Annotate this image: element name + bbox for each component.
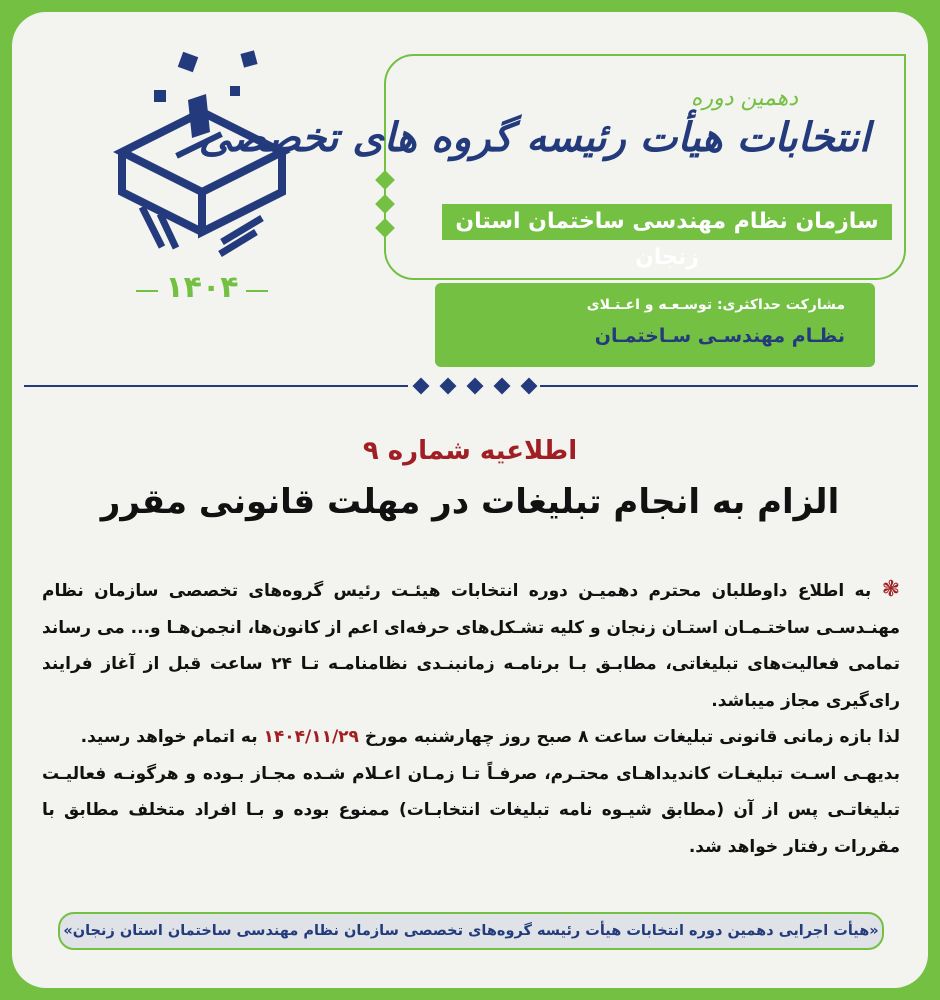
slogan-box — [435, 283, 875, 367]
edition-label: دهمین دوره — [690, 86, 798, 111]
divider-diamonds — [415, 378, 535, 396]
election-title: انتخابات هیأت رئیسه گروه های تخصصی — [198, 114, 870, 161]
flying-square — [178, 52, 199, 73]
flying-square — [230, 86, 240, 96]
announcement-body — [42, 572, 900, 865]
divider-left — [24, 385, 408, 387]
paragraph-2 — [42, 719, 900, 756]
paragraph-3: بدیهـی اسـت تبلیغـات کاندیداهـای محتـرم، صرفـاً تـا زمـان اعـلام شـده مجـاز بـوده و هرگونـه فعالیـت تبلیغاتـی پس از آن (مطابق شیـوه نامه تبلیغات انتخابـات) ممنوع بوده و بـا افراد متخلف مطابق با مقررات رفتار خواهد شد. — [42, 763, 900, 857]
paragraph-2-start: لذا بازه زمانی قانونی تبلیغات ساعت ۸ صبح روز چهارشنبه مورخ — [364, 727, 900, 747]
organization-band: سازمان نظام مهندسی ساختمان استان زنجان — [442, 204, 892, 240]
flying-square — [240, 50, 257, 67]
slogan-line-2: نظـام مهندسـی سـاختمـان — [594, 325, 845, 347]
paragraph-1 — [42, 572, 900, 719]
signature-footer: «هیأت اجرایی دهمین دوره انتخابات هیأت رئیسه گروه‌های تخصصی سازمان نظام مهندسی ساختمان استان زنجان» — [58, 912, 884, 950]
deadline-date: ۱۴۰۴/۱۱/۲۹ — [263, 727, 359, 747]
flying-square — [154, 90, 166, 102]
poster — [12, 12, 928, 988]
paragraph-1-text: به اطلاع داوطلبان محترم دهمیـن دوره انتخابات هیئـت رئیس گروه‌های تخصصی سازمان نظام مهنـدسـی ساختـمـان استـان زنجان و کلیه تشـکل‌های حرفه‌ای اعم از کانون‌ها، انجمن‌هـا و... می رساند تمامی فعالیت‌های تبلیغاتی، مطابـق بـا برنامـه زمانبنـدی نظامنامـه تـا ۲۴ ساعت قبل از آغاز فرایند رای‌گیری مجاز میباشد. — [42, 581, 900, 711]
announcement-title: الزام به انجام تبلیغات در مهلت قانونی مقرر — [100, 482, 840, 522]
year-label: ۱۴۰۴ — [142, 270, 262, 305]
announcement-number: اطلاعیه شماره ۹ — [362, 436, 578, 466]
diamond-decoration — [372, 167, 398, 245]
paragraph-2-end: به اتمام خواهد رسید. — [80, 727, 258, 747]
slogan-line-1: مشارکت حداکثری: توسـعـه و اعـتـلای — [586, 297, 845, 313]
flower-bullet-icon: ❃ — [881, 577, 901, 602]
divider-right — [540, 385, 918, 387]
box-right-side — [202, 152, 282, 232]
